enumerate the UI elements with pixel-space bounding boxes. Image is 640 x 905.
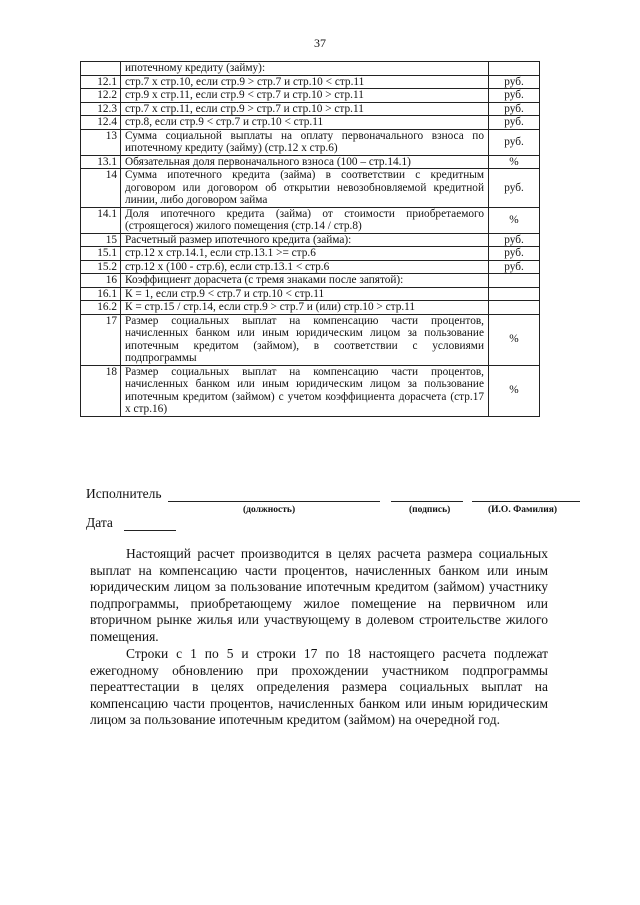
row-unit: %: [489, 207, 540, 233]
table-row: [81, 233, 540, 247]
note-paragraph: Настоящий расчет производится в целях расчета размера социальных выплат на компенсацию части процентов, начисленных банком или иным юридическим лицом за пользование ипотечным кредитом (займом) участнику подпрограммы, приобретающему жилое помещение на первичном или вторичном рынке жилья или участвующему в долевом строительстве жилого помещения.: [90, 546, 548, 644]
signature-caption: (подпись): [409, 505, 451, 515]
row-number: 12.3: [81, 102, 121, 116]
row-unit: [489, 287, 540, 301]
row-unit: руб.: [489, 260, 540, 274]
table-row: [81, 169, 540, 208]
table-row: [81, 287, 540, 301]
row-description: стр.12 х (100 - стр.6), если стр.13.1 < стр.6: [121, 260, 489, 274]
row-unit: руб.: [489, 233, 540, 247]
table-row: [81, 116, 540, 130]
row-description: Доля ипотечного кредита (займа) от стоимости приобретаемого (строящегося) жилого помещения (стр.14 / стр.8): [121, 207, 489, 233]
page-number: 37: [314, 36, 326, 50]
table-row: [81, 260, 540, 274]
row-description: Сумма социальной выплаты на оплату первоначального взноса по ипотечному кредиту (займу) (стр.12 х стр.6): [121, 129, 489, 155]
row-unit: руб.: [489, 75, 540, 89]
row-number: 16.2: [81, 301, 121, 315]
date-label: Дата: [86, 515, 113, 530]
table-row: [81, 62, 540, 76]
row-description: Коэффициент дорасчета (с тремя знаками после запятой):: [121, 274, 489, 288]
row-unit: руб.: [489, 129, 540, 155]
row-unit: руб.: [489, 169, 540, 208]
row-description: стр.8, если стр.9 < стр.7 и стр.10 < стр.11: [121, 116, 489, 130]
row-number: 17: [81, 314, 121, 365]
executor-label: Исполнитель: [86, 486, 162, 501]
table-row: [81, 102, 540, 116]
row-description: Расчетный размер ипотечного кредита (займа):: [121, 233, 489, 247]
row-unit: [489, 62, 540, 76]
row-description: Размер социальных выплат на компенсацию части процентов, начисленных банком или иным юридическим лицом за пользование ипотечным кредитом (займом), в соответствии с условиями подпрограммы: [121, 314, 489, 365]
table-row: [81, 129, 540, 155]
note-paragraph: Строки с 1 по 5 и строки 17 по 18 настоящего расчета подлежат ежегодному обновлению при прохождении участником подпрограммы переаттестации в целях определения размера социальных выплат на компенсацию части процентов, начисленных банком или иным юридическим лицом за пользование ипотечным кредитом (займом) на очередной год.: [90, 646, 548, 727]
row-number: 14: [81, 169, 121, 208]
table-row: [81, 301, 540, 315]
position-line: [168, 501, 380, 502]
row-unit: руб.: [489, 247, 540, 261]
row-number: 15.1: [81, 247, 121, 261]
table-row: [81, 75, 540, 89]
row-number: 13: [81, 129, 121, 155]
row-number: [81, 62, 121, 76]
row-number: 16: [81, 274, 121, 288]
row-number: 15.2: [81, 260, 121, 274]
row-description: Обязательная доля первоначального взноса (100 – стр.14.1): [121, 155, 489, 169]
row-number: 12.2: [81, 89, 121, 103]
date-line: [124, 530, 176, 531]
row-number: 12.1: [81, 75, 121, 89]
signature-line: [391, 501, 463, 502]
notes-section: [90, 546, 548, 730]
row-number: 18: [81, 365, 121, 416]
row-description: К = стр.15 / стр.14, если стр.9 > стр.7 и (или) стр.10 > стр.11: [121, 301, 489, 315]
row-description: К = 1, если стр.9 < стр.7 и стр.10 < стр.11: [121, 287, 489, 301]
calculation-table: [80, 61, 540, 417]
table-row: [81, 274, 540, 288]
row-unit: руб.: [489, 89, 540, 103]
table-row: [81, 365, 540, 416]
row-unit: [489, 274, 540, 288]
row-description: Сумма ипотечного кредита (займа) в соответствии с кредитным договором или договором об открытии невозобновляемой кредитной линии, либо договором займа: [121, 169, 489, 208]
row-unit: руб.: [489, 116, 540, 130]
name-caption: (И.О. Фамилия): [488, 505, 558, 515]
position-caption: (должность): [243, 505, 296, 515]
table-row: [81, 247, 540, 261]
row-unit: %: [489, 314, 540, 365]
table-row: [81, 314, 540, 365]
row-number: 15: [81, 233, 121, 247]
row-number: 16.1: [81, 287, 121, 301]
row-unit: руб.: [489, 102, 540, 116]
row-unit: [489, 301, 540, 315]
row-number: 12.4: [81, 116, 121, 130]
row-unit: %: [489, 155, 540, 169]
table-row: [81, 89, 540, 103]
row-number: 14.1: [81, 207, 121, 233]
row-description: Размер социальных выплат на компенсацию части процентов, начисленных банком или иным юридическим лицом за пользование ипотечным кредитом (займом) с учетом коэффициента дорасчета (стр.17 х стр.16): [121, 365, 489, 416]
row-description: ипотечному кредиту (займу):: [121, 62, 489, 76]
row-description: стр.7 х стр.10, если стр.9 > стр.7 и стр.10 < стр.11: [121, 75, 489, 89]
table-row: [81, 155, 540, 169]
table-row: [81, 207, 540, 233]
name-line: [472, 501, 580, 502]
row-number: 13.1: [81, 155, 121, 169]
row-unit: %: [489, 365, 540, 416]
row-description: стр.9 х стр.11, если стр.9 < стр.7 и стр.10 > стр.11: [121, 89, 489, 103]
row-description: стр.12 х стр.14.1, если стр.13.1 >= стр.6: [121, 247, 489, 261]
row-description: стр.7 х стр.11, если стр.9 > стр.7 и стр.10 > стр.11: [121, 102, 489, 116]
